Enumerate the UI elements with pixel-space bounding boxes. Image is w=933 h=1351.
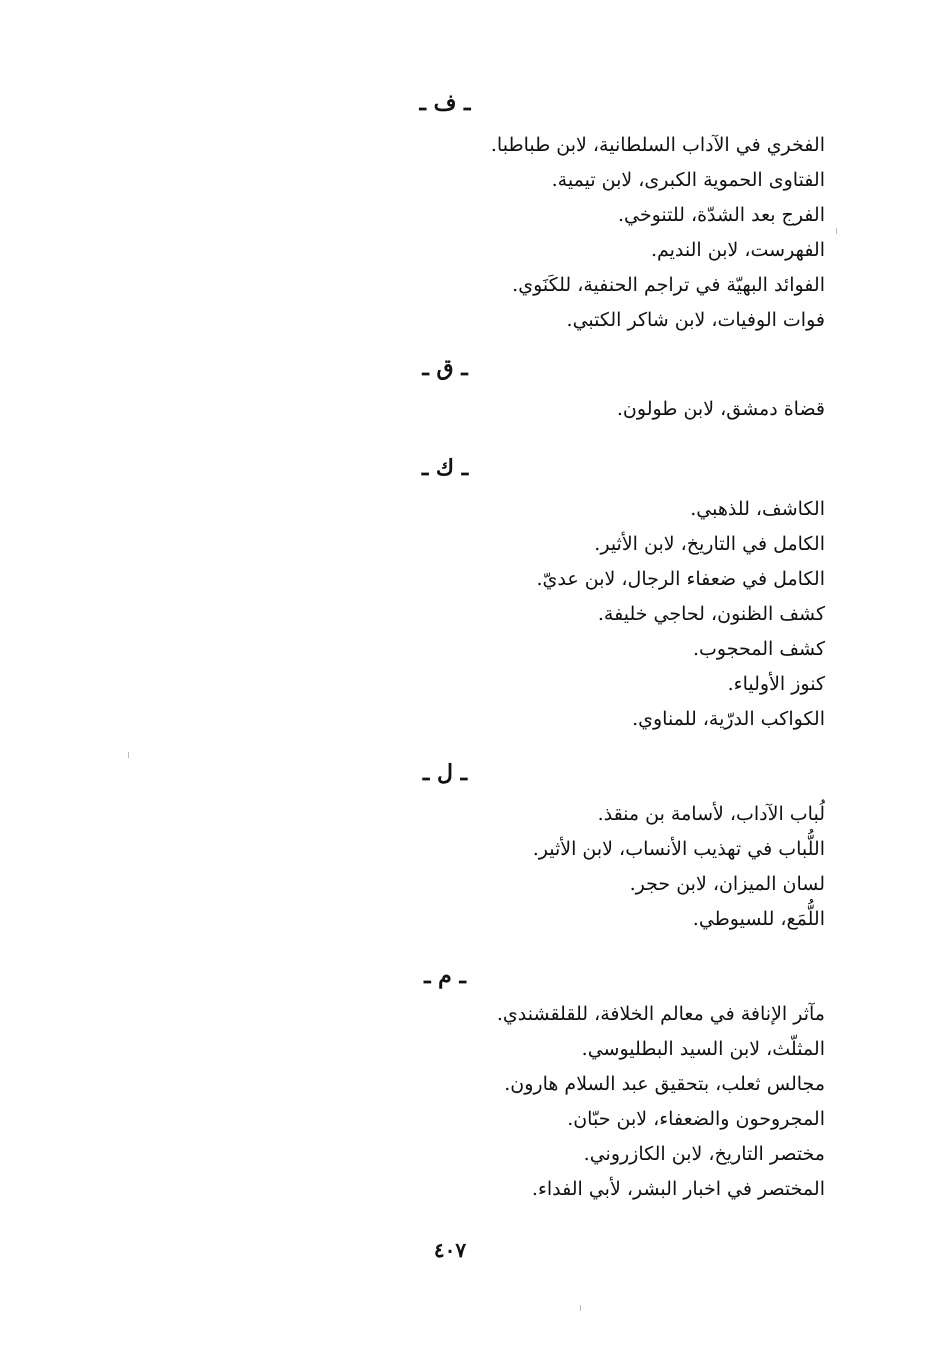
list-item: الفوائد البهيّة في تراجم الحنفية، للكَنَوي. bbox=[512, 274, 825, 296]
list-item: الفخري في الآداب السلطانية، لابن طباطبا. bbox=[490, 134, 825, 156]
list-item: كشف الظنون، لحاجي خليفة. bbox=[597, 603, 825, 625]
scan-speck bbox=[580, 1305, 581, 1311]
section-mim-entries bbox=[405, 997, 825, 1207]
section-qaf-entries bbox=[405, 392, 825, 427]
list-item: المثلّث، لابن السيد البطليوسي. bbox=[581, 1038, 825, 1060]
list-item: الكواكب الدرّية، للمناوي. bbox=[632, 708, 825, 730]
list-item: الكاشف، للذهبي. bbox=[690, 498, 825, 520]
section-heading-fa: ـ ف ـ bbox=[419, 90, 471, 116]
list-item: المختصر في اخبار البشر، لأبي الفداء. bbox=[531, 1178, 825, 1200]
section-heading-mim: ـ م ـ bbox=[424, 963, 466, 989]
list-item: الفتاوى الحموية الكبرى، لابن تيمية. bbox=[551, 169, 825, 191]
list-item: الفرج بعد الشدّة، للتنوخي. bbox=[617, 204, 825, 226]
list-item: مجالس ثعلب، بتحقيق عبد السلام هارون. bbox=[504, 1073, 825, 1095]
list-item: اللُّباب في تهذيب الأنساب، لابن الأثير. bbox=[532, 838, 825, 860]
list-item: لسان الميزان، لابن حجر. bbox=[629, 873, 825, 895]
section-lam-entries bbox=[405, 797, 825, 937]
scan-speck bbox=[128, 752, 129, 758]
list-item: الكامل في ضعفاء الرجال، لابن عديّ. bbox=[536, 568, 825, 590]
list-item: المجروحون والضعفاء، لابن حبّان. bbox=[567, 1108, 825, 1130]
section-heading-lam: ـ ل ـ bbox=[422, 760, 468, 786]
list-item: مختصر التاريخ، لابن الكازروني. bbox=[583, 1143, 825, 1165]
list-item: الفهرست، لابن النديم. bbox=[650, 239, 825, 261]
list-item: كنوز الأولياء. bbox=[727, 673, 825, 695]
list-item: فوات الوفيات، لابن شاكر الكتبي. bbox=[566, 309, 825, 331]
list-item: اللُّمَع، للسيوطي. bbox=[692, 908, 825, 930]
section-fa-entries bbox=[405, 128, 825, 338]
section-heading-qaf: ـ ق ـ bbox=[422, 355, 468, 381]
scan-speck bbox=[836, 228, 837, 234]
list-item: مآثر الإنافة في معالم الخلافة، للقلقشندي. bbox=[496, 1003, 825, 1025]
list-item: كشف المحجوب. bbox=[692, 638, 825, 660]
list-item: الكامل في التاريخ، لابن الأثير. bbox=[594, 533, 825, 555]
list-item: قضاة دمشق، لابن طولون. bbox=[616, 398, 825, 420]
page-number: ٤٠٧ bbox=[433, 1238, 467, 1262]
section-kaf-entries bbox=[405, 492, 825, 737]
list-item: لُباب الآداب، لأسامة بن منقذ. bbox=[597, 803, 825, 825]
section-heading-kaf: ـ ك ـ bbox=[421, 455, 469, 481]
